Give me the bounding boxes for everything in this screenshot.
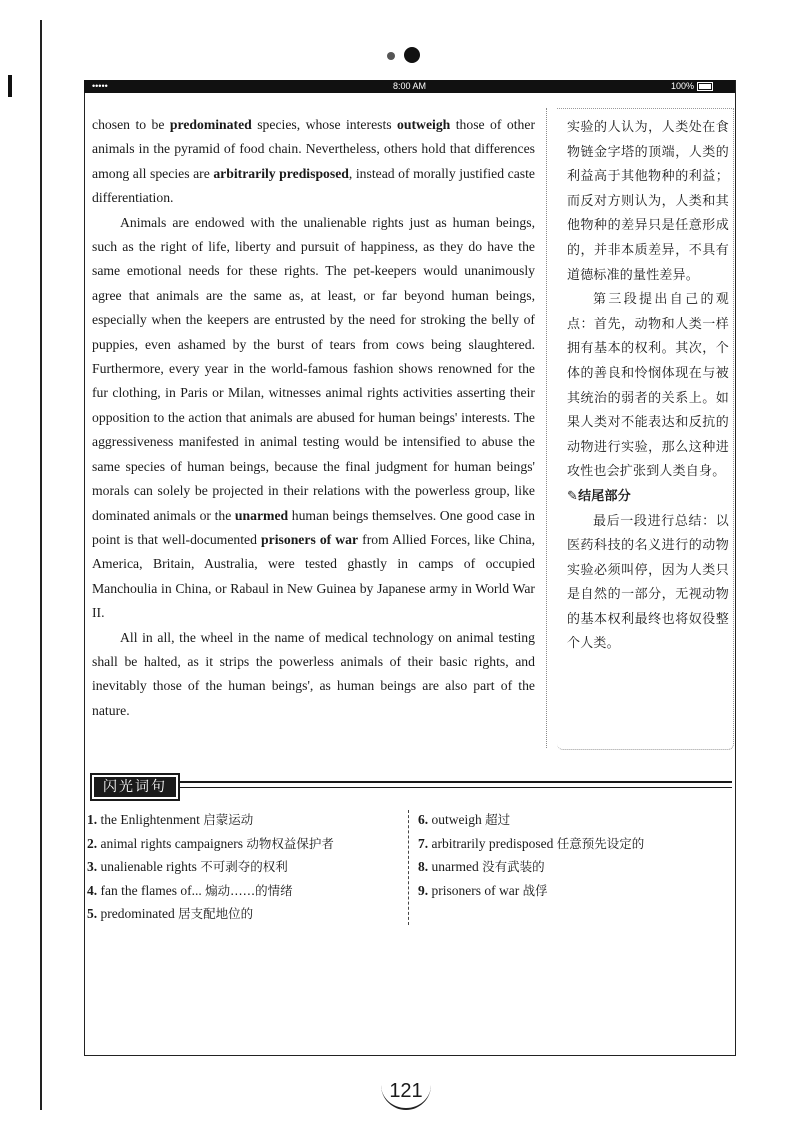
text-run: from Allied Forces, like China, America, Britain, Australia, were tested ghastly in camps of occupied Manchoulia in China, or Rabaul in New Guinea by Japanese army in World War II.: [92, 531, 535, 621]
vocab-item: [418, 855, 718, 879]
text-run: , instead of morally justified caste differentiation.: [92, 165, 535, 206]
vocab-english: predominated: [100, 906, 175, 921]
vocab-chinese: 不可剥夺的权利: [200, 859, 288, 874]
vocab-chinese: 没有武装的: [482, 859, 545, 874]
note-paragraph-1: 实验的人认为，人类处在食物链金字塔的顶端，人类的利益高于其他物种的利益；而反对方则认为，人类和其他物种的差异只是任意形成的，并非本质差异，不具有道德标准的量性差异。: [567, 120, 729, 283]
vocab-highlight: outweigh: [397, 117, 451, 132]
ending-section-title: 结尾部分: [578, 488, 631, 504]
notes-column: [567, 116, 729, 657]
vocab-chinese: 居支配地位的: [178, 906, 254, 921]
signal-indicator: •••••: [92, 81, 108, 91]
battery-indicator: [671, 81, 713, 91]
flash-section-rule: [178, 781, 732, 788]
vocab-item: [418, 879, 718, 903]
camera-sensor-icon: [387, 52, 395, 60]
vocab-highlight: unarmed: [234, 507, 289, 523]
vocab-item: [87, 832, 407, 856]
ending-section-heading: [567, 485, 729, 510]
status-time: 8:00 AM: [392, 81, 427, 91]
vocab-chinese: 超过: [485, 812, 511, 827]
vocab-chinese: 战俘: [522, 882, 548, 898]
vocab-chinese: 启蒙运动: [203, 812, 254, 827]
vocab-item: [87, 879, 407, 903]
vocab-number: 1.: [87, 812, 98, 827]
flash-section-title: 闪光词句: [90, 773, 180, 801]
camera-lens-icon: [404, 47, 420, 63]
essay-paragraph-2: [92, 211, 535, 626]
essay-text: [92, 113, 535, 723]
device-camera: [0, 44, 800, 68]
vocab-number: 6.: [418, 812, 429, 827]
note-paragraph-3: 最后一段进行总结：以医药科技的名义进行的动物实验必须叫停，因为人类只是自然的一部分，无视动物的基本权利最终也将奴役整个人类。: [567, 513, 729, 652]
battery-percent: 100%: [670, 81, 694, 91]
page-number: 121: [389, 1080, 423, 1102]
vocab-item: [87, 855, 407, 879]
vocab-item: [87, 902, 407, 926]
vocab-number: 9.: [418, 882, 429, 898]
text-run: chosen to be: [92, 117, 170, 132]
essay-paragraph-3: All in all, the wheel in the name of medical technology on animal testing shall be halted, as it strips the powerless animals of their basic rights, and inevitably those of the human beings', as human beings are also part of the nature.: [92, 629, 535, 718]
binding-mark: [8, 75, 12, 97]
text-run: human beings themselves. One good case in point is that well-documented: [92, 507, 535, 547]
pencil-icon: ✎: [567, 488, 579, 504]
battery-icon: [697, 82, 713, 91]
vocab-number: 3.: [87, 859, 98, 874]
vocab-english: prisoners of war: [431, 882, 520, 898]
vocab-english: outweigh: [431, 812, 482, 827]
essay-paragraph-1: [92, 113, 535, 211]
note-paragraph-2: 第三段提出自己的观点：首先，动物和人类一样拥有基本的权利。其次，个体的善良和怜悯体现在与被其统治的弱者的关系上。如果人类对不能表达和反抗的动物进行实验，那么这种进攻性也会扩张到人类自身。: [567, 292, 729, 480]
vocab-number: 2.: [87, 835, 98, 851]
vocab-chinese: 煽动……的情绪: [205, 882, 293, 898]
vocab-english: fan the flames of...: [100, 882, 202, 898]
vocab-english: the Enlightenment: [100, 812, 200, 827]
vocab-number: 8.: [418, 859, 429, 874]
vocab-number: 4.: [87, 882, 98, 898]
vocab-highlight: arbitrarily predisposed: [213, 165, 349, 181]
vocab-item: [418, 832, 718, 856]
vocab-chinese: 动物权益保护者: [246, 835, 334, 851]
vocab-item: [418, 808, 718, 832]
vocab-highlight: predominated: [169, 117, 252, 132]
text-run: Animals are endowed with the unalienable rights just as human beings, such as the right of life, liberty and pursuit of happiness, as they do have the same emotional needs for these rights. The pet-keepers would unanimously agree that animals are the same as, at least, or far beyond human beings, especially when the keepers are entrusted by the need for stroking the belly of puppies, even ashamed by the burst of tears from cows being slaughtered. Furthermore, every year in the world-famous fashion shows renowned for the fur clothing, in Paris or Milan, witnesses animal rights activities asserting their opposition to the action that animals are abused for human beings' interests. The aggressiveness manifested in animal testing would be intensified to abuse the same species of human beings, because the final judgment for human beings' morals can solely be projected in their relations with the powerless group, like dominated animals or the: [92, 214, 535, 523]
text-run: species, whose interests: [251, 117, 398, 132]
vocab-chinese: 任意预先设定的: [556, 835, 645, 851]
vocab-number: 5.: [87, 906, 98, 921]
vocab-english: arbitrarily predisposed: [431, 835, 554, 851]
column-divider: [546, 108, 547, 748]
vocab-separator: [408, 810, 409, 925]
binding-line: [40, 20, 42, 1110]
vocab-english: unalienable rights: [100, 859, 197, 874]
vocab-english: unarmed: [431, 859, 479, 874]
vocab-list-right: [418, 808, 718, 902]
vocab-item: [87, 808, 407, 832]
vocab-list-left: [87, 808, 407, 926]
vocab-highlight: prisoners of war: [261, 531, 359, 547]
vocab-number: 7.: [418, 835, 429, 851]
text-run: those of other animals in the pyramid of food chain. Nevertheless, others hold that differences among all species are: [92, 117, 535, 181]
status-bar: [84, 80, 735, 93]
vocab-english: animal rights campaigners: [100, 835, 243, 851]
